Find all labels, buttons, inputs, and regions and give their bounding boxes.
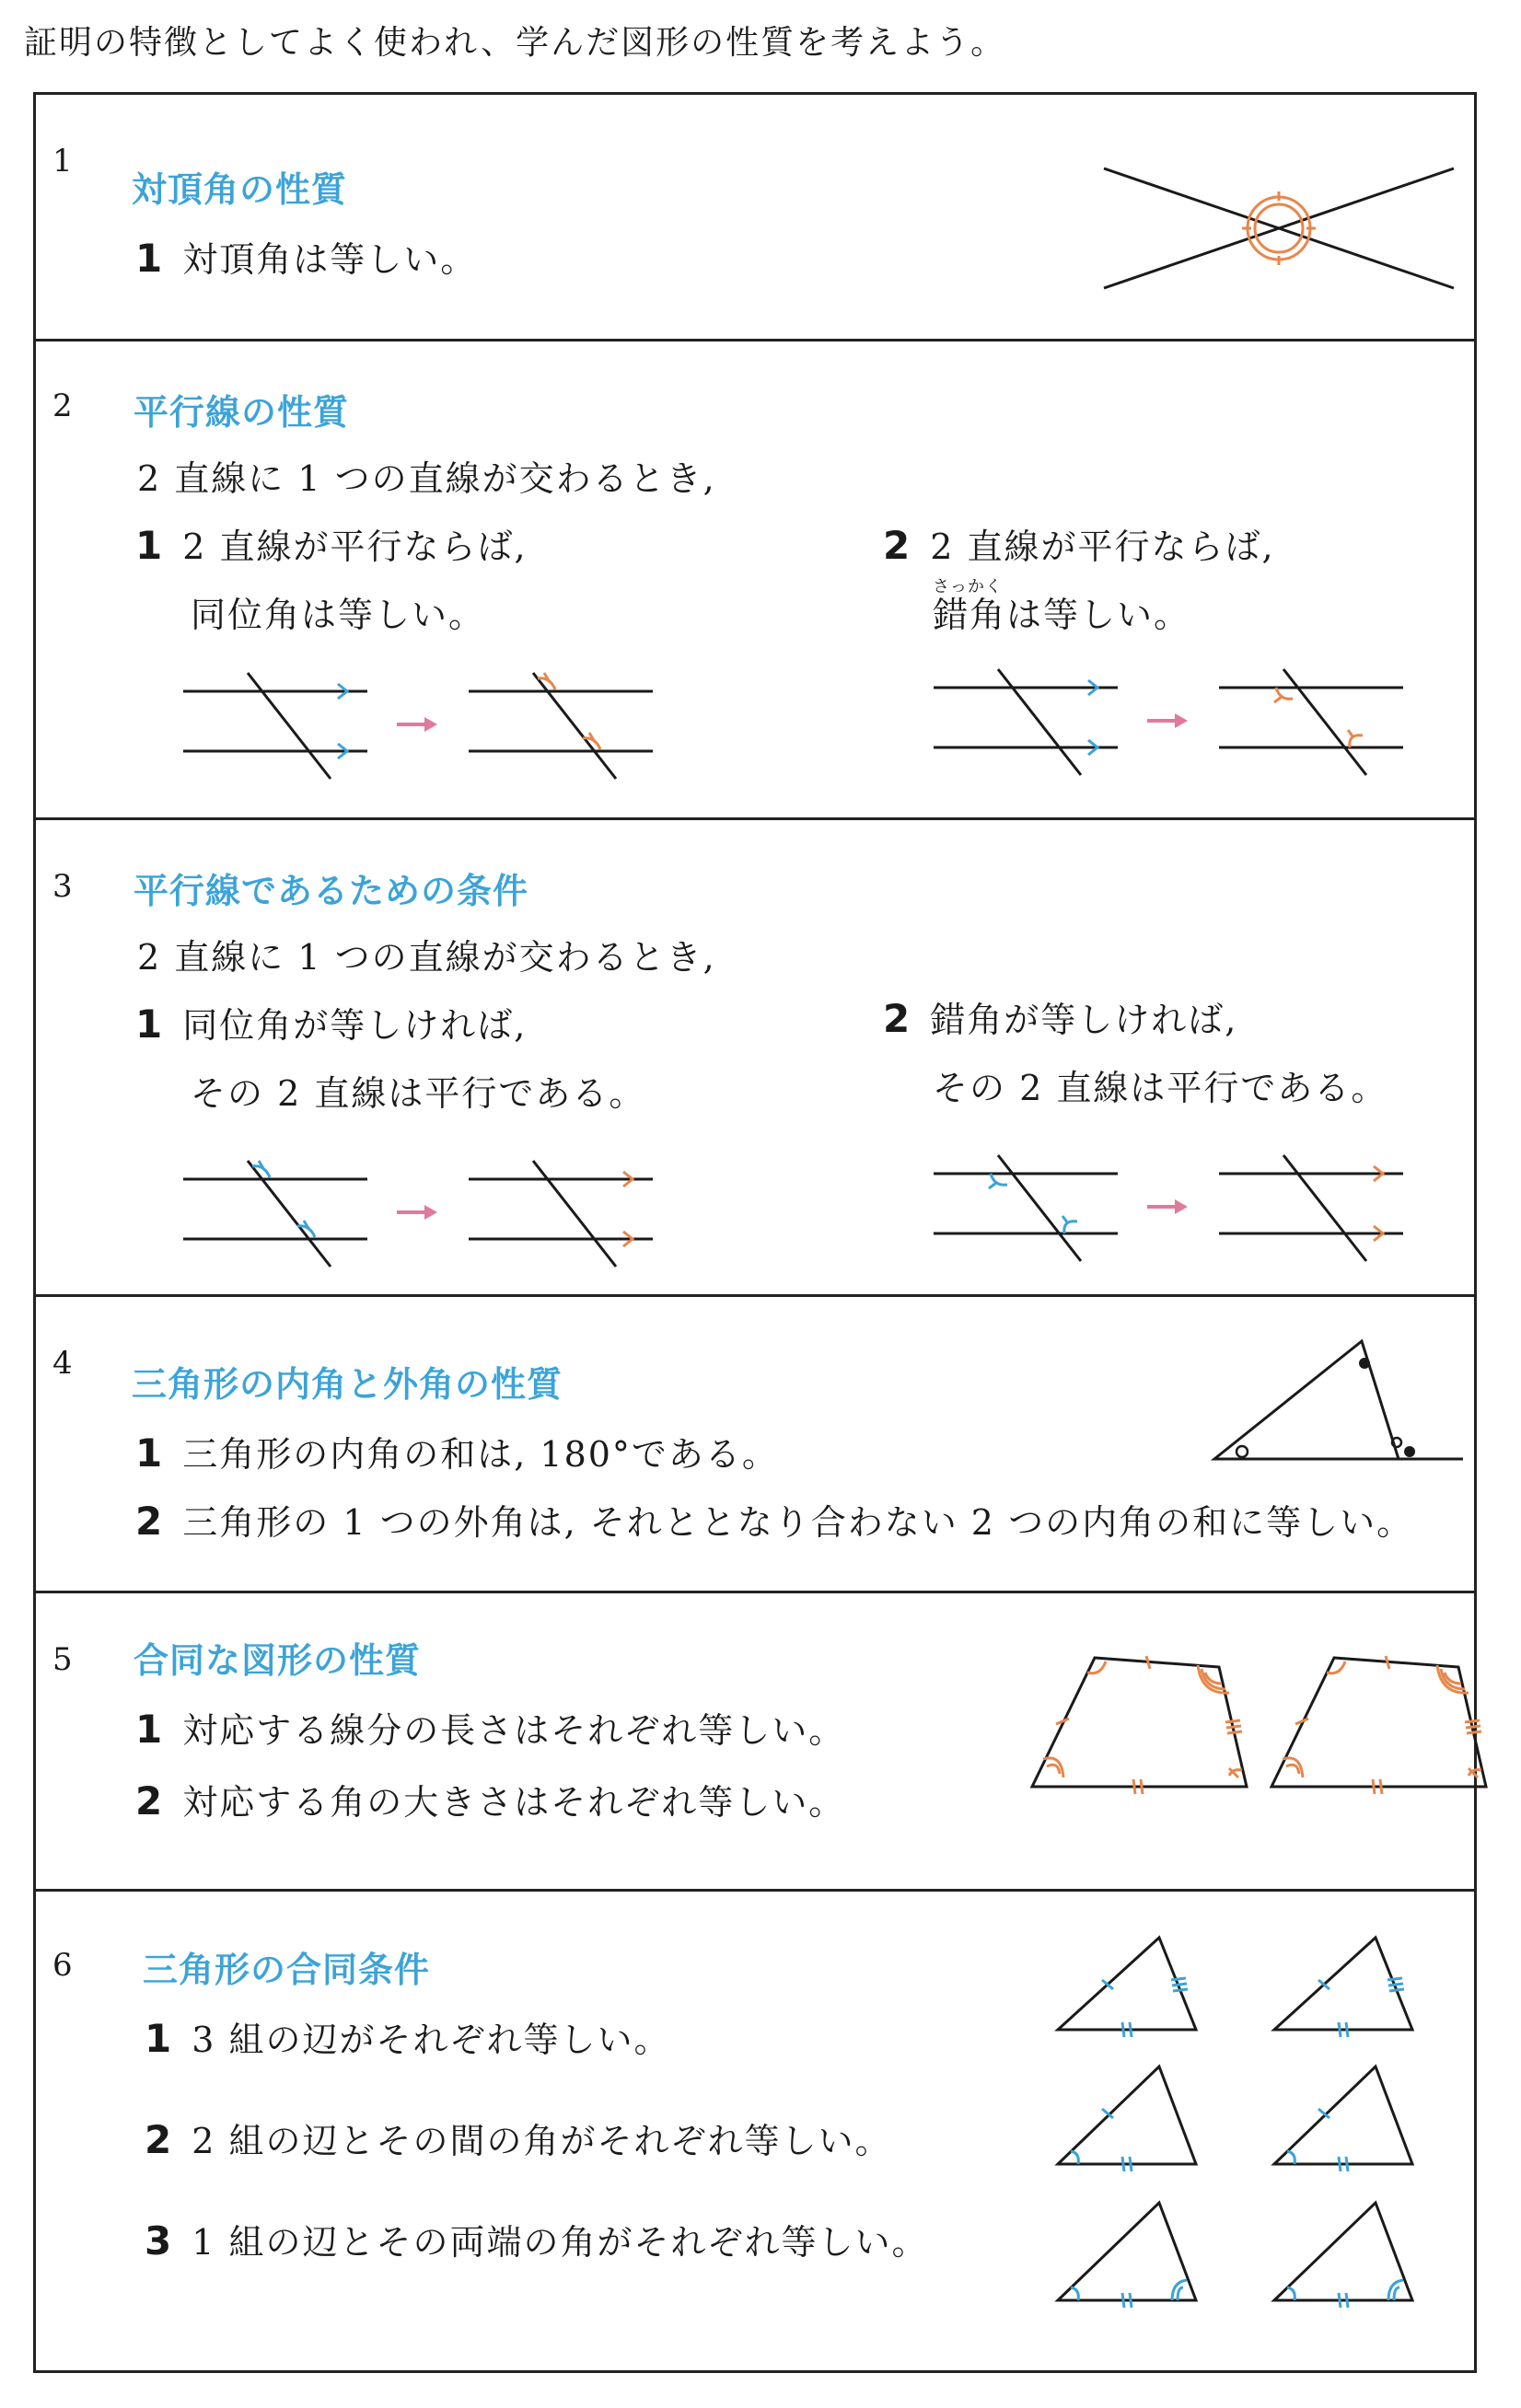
alternate-angles-figure bbox=[934, 669, 1449, 780]
section-title: 平行線であるための条件 bbox=[134, 871, 529, 911]
section-title: 平行線の性質 bbox=[134, 392, 350, 433]
item-text: 2 直線が平行ならば, bbox=[182, 527, 528, 567]
section-title: 三角形の内角と外角の性質 bbox=[132, 1364, 563, 1405]
property-item bbox=[883, 991, 1237, 1042]
ruby-annotation: さっかく bbox=[933, 577, 1003, 596]
section-triangle-angles bbox=[36, 1297, 1474, 1593]
item-number: 1 bbox=[135, 236, 165, 281]
section-vertical-angles bbox=[36, 95, 1474, 342]
item-text: 対頂角は等しい。 bbox=[182, 239, 478, 280]
item-text: 1 組の辺とその両端の角がそれぞれ等しい。 bbox=[192, 2222, 929, 2263]
item-number: 2 bbox=[145, 2117, 174, 2162]
sas-triangles-figure bbox=[1049, 2055, 1481, 2175]
corresponding-angles-figure bbox=[183, 673, 699, 783]
sss-triangles-figure bbox=[1049, 1928, 1481, 2039]
section-triangle-congruence bbox=[36, 1892, 1474, 2376]
item-text: 三角形の 1 つの外角は, それととなり合わない 2 つの内角の和に等しい。 bbox=[182, 1502, 1414, 1543]
property-item bbox=[135, 1494, 1413, 1545]
item-number: 1 bbox=[135, 1707, 165, 1752]
property-item bbox=[135, 1702, 845, 1753]
alternate-angles-condition-figure bbox=[934, 1155, 1449, 1266]
section-number: 6 bbox=[52, 1947, 73, 1984]
item-number: 3 bbox=[145, 2218, 174, 2263]
item-number: 1 bbox=[135, 1430, 165, 1476]
item-number: 2 bbox=[135, 1499, 165, 1544]
item-text: 3 組の辺がそれぞれ等しい。 bbox=[192, 2020, 671, 2060]
section-title: 対頂角の性質 bbox=[132, 169, 348, 210]
asa-triangles-figure bbox=[1049, 2192, 1481, 2311]
item-text-continued: その 2 直線は平行である。 bbox=[191, 1073, 646, 1114]
property-item bbox=[135, 518, 528, 569]
section-number: 3 bbox=[52, 868, 73, 905]
congruent-quadrilaterals-figure bbox=[1021, 1639, 1500, 1796]
item-text: 対応する線分の長さはそれぞれ等しい。 bbox=[182, 1710, 846, 1751]
item-number: 1 bbox=[135, 1001, 165, 1047]
property-item bbox=[135, 997, 527, 1048]
corresponding-angles-condition-figure bbox=[183, 1161, 699, 1271]
property-item bbox=[135, 231, 477, 282]
item-text: 対応する角の大きさはそれぞれ等しい。 bbox=[182, 1782, 846, 1823]
item-text-continued: 錯角は等しい。 bbox=[933, 595, 1191, 635]
section-number: 4 bbox=[52, 1345, 73, 1382]
vertical-angles-figure bbox=[1095, 150, 1472, 316]
item-number: 2 bbox=[883, 996, 912, 1041]
item-number: 2 bbox=[135, 1778, 165, 1823]
properties-table bbox=[33, 92, 1477, 2373]
property-item bbox=[135, 1426, 779, 1476]
intro-text: 証明の特徴としてよく使われ、学んだ図形の性質を考えよう。 bbox=[24, 24, 1006, 62]
property-item bbox=[145, 2214, 929, 2264]
property-item bbox=[883, 518, 1275, 569]
item-number: 1 bbox=[135, 523, 165, 568]
item-number: 2 bbox=[883, 523, 912, 568]
item-text: 三角形の内角の和は, 180°である。 bbox=[182, 1434, 779, 1475]
triangle-exterior-angle-figure bbox=[1178, 1334, 1481, 1472]
item-text: 2 直線が平行ならば, bbox=[930, 527, 1275, 567]
section-parallel-conditions bbox=[36, 820, 1474, 1297]
property-item bbox=[145, 2113, 892, 2163]
item-number: 1 bbox=[145, 2016, 174, 2061]
item-text-continued: その 2 直線は平行である。 bbox=[933, 1068, 1388, 1108]
section-number: 5 bbox=[52, 1641, 73, 1678]
section-parallel-properties bbox=[36, 342, 1474, 820]
lead-text: 2 直線に 1 つの直線が交わるとき, bbox=[137, 458, 716, 499]
item-text: 2 組の辺とその間の角がそれぞれ等しい。 bbox=[192, 2121, 892, 2161]
section-number: 2 bbox=[52, 388, 73, 424]
section-title: 合同な図形の性質 bbox=[134, 1640, 422, 1681]
section-congruent-figures bbox=[36, 1593, 1474, 1892]
section-number: 1 bbox=[52, 143, 73, 179]
item-text-continued: 同位角は等しい。 bbox=[191, 595, 486, 635]
item-text: 錯角が等しければ, bbox=[930, 1000, 1238, 1040]
item-text: 同位角が等しければ, bbox=[182, 1005, 528, 1046]
property-item bbox=[135, 1774, 845, 1824]
property-item bbox=[145, 2011, 671, 2062]
lead-text: 2 直線に 1 つの直線が交わるとき, bbox=[137, 937, 716, 978]
section-title: 三角形の合同条件 bbox=[143, 1950, 431, 1990]
